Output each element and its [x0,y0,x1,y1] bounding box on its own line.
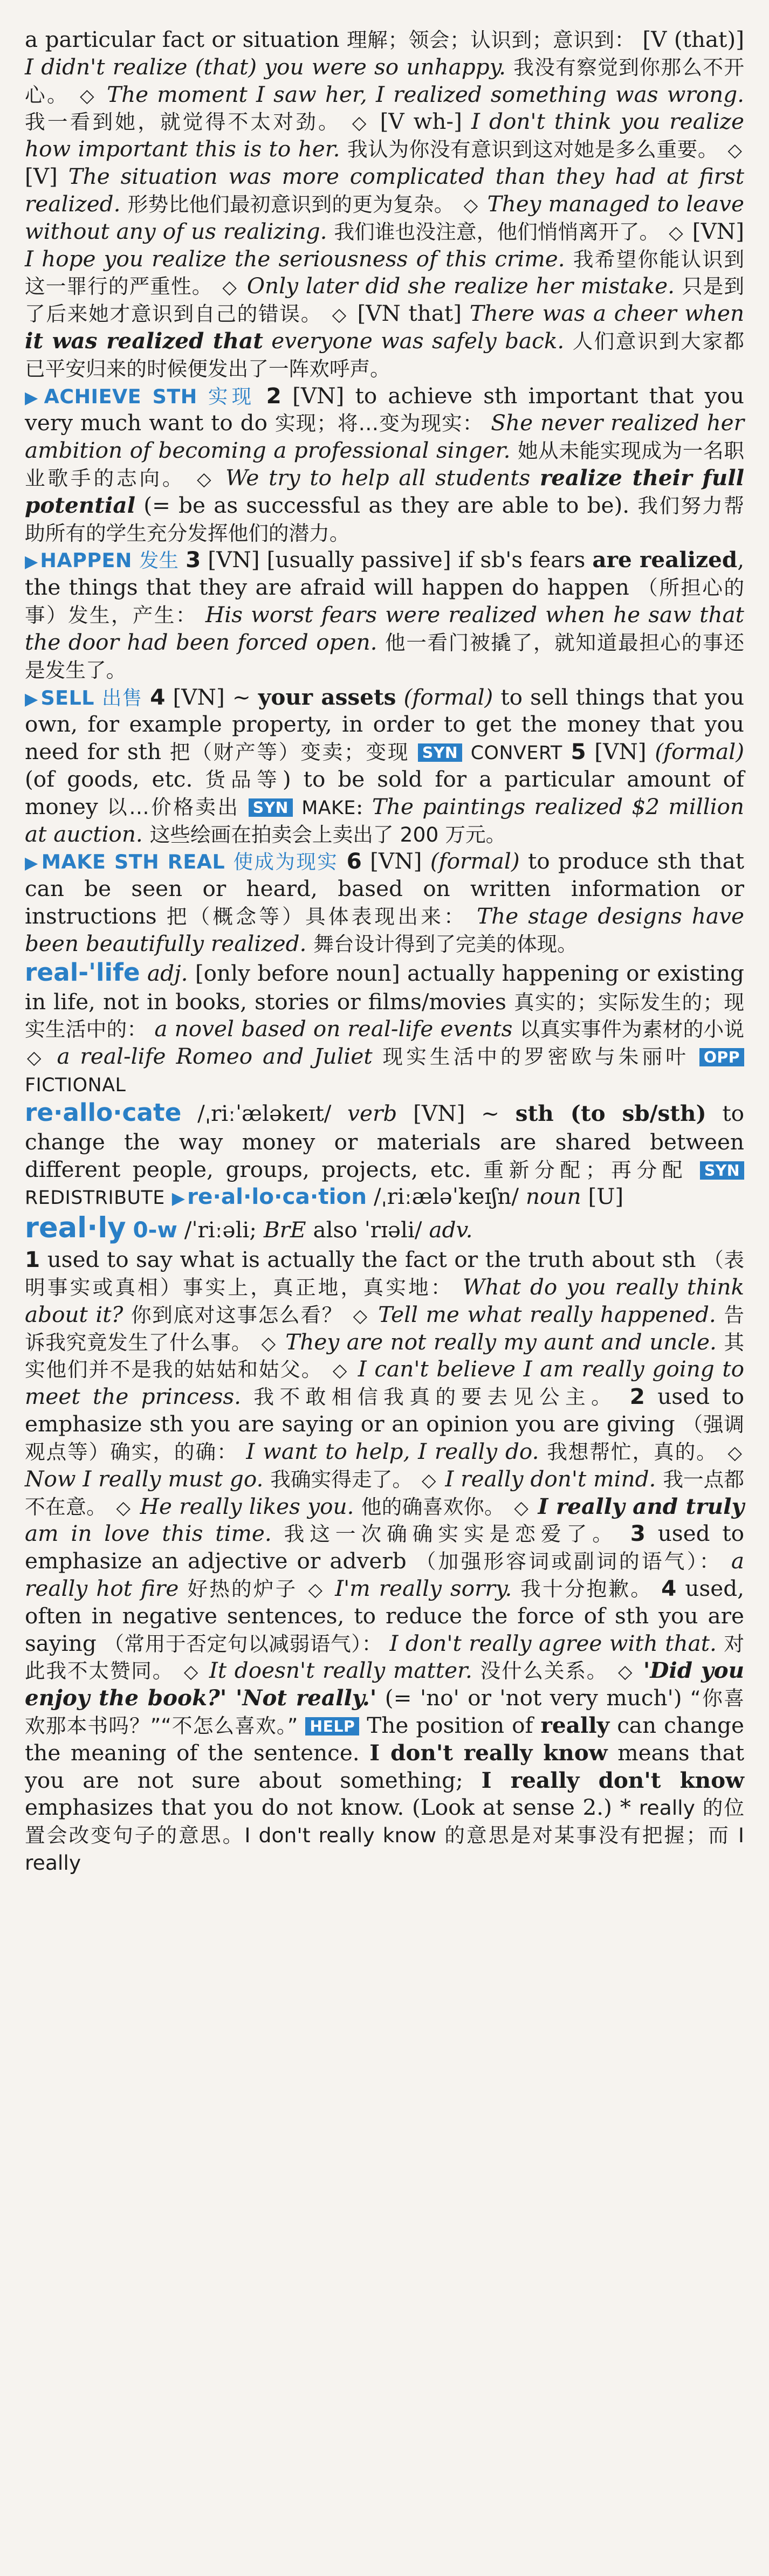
definition-text: used, often in negative sentences, to reduce the force of sth you are saying [25,1575,745,1656]
example-bold: realize their full potential [25,465,744,518]
example: I want to help, I really do. [246,1438,539,1464]
diamond-icon: ◇ [27,1047,45,1069]
example: I really don't mind. [445,1465,656,1492]
sense-number: 3 [630,1520,646,1547]
example-bold: I really and truly [538,1493,745,1519]
part-of-speech: noun [525,1183,581,1210]
grammar-code: [VN] [292,382,345,409]
definition-text: to achieve sth important that you very much want to do [25,382,744,436]
sense-number: 2 [629,1383,645,1410]
example-cn: 我们努力帮助所有的学生充分发挥他们的潜力。 [25,493,744,545]
definition-text: if sb's fears [458,547,586,573]
definition-text: , the things that they are afraid will happen do happen [25,547,745,601]
grammar-code: [VN] [370,848,422,874]
pattern-bold: your assets [258,684,396,710]
grammar-code: [VN] [208,547,260,573]
grammar-code: [V (that)] [642,26,745,52]
grammar-code: [VN] [413,1100,465,1126]
star-marker: * [620,1794,631,1821]
headword: real·ly [25,1211,126,1245]
register-label: (formal) [430,848,520,874]
example-cn: 其实他们并不是我的姑姑和姑父。 [25,1330,745,1382]
shortcut-cn: 出售 [102,686,143,710]
help-text: means that you are not sure about something; [25,1739,744,1793]
help-text: emphasizes that you do not know. (Look at sense 2.) [25,1794,612,1821]
help-badge: HELP [305,1717,359,1735]
grammar-code: [U] [588,1183,624,1210]
example: The moment I saw her, I realized something was wrong. [107,81,745,107]
definition-cn-paren: （表明事实或真相） [25,1248,745,1300]
example-cn: 好热的炉子 [187,1576,298,1601]
example-cn: 形势比他们最初意识到的更为复杂。 [127,192,455,216]
diamond-icon: ◇ [463,194,478,216]
help-bold: really [540,1712,610,1739]
example-cn: 我一点都不在意。 [25,1467,745,1519]
definition-cn: 事实上，真正地，真实地： [182,1276,454,1300]
example: It doesn't really matter. [209,1657,472,1684]
paren-note-cn: 货品等 [205,767,283,791]
pronunciation: /ˌriːæləˈkeɪʃn/ [374,1183,519,1210]
grammar-code: [VN] [173,684,225,710]
shortcut-cn: 使成为现实 [233,850,339,874]
example-cn: 我想帮忙，真的。 [547,1439,718,1464]
example-cn: 告诉我究竟发生了什么事。 [25,1303,745,1354]
example-cn: 我确实得走了。 [270,1467,413,1491]
example: I can't believe I am really going to meet the princess. [25,1356,745,1410]
definition-cn: 把（财产等）变卖；变现 [169,740,410,764]
diamond-icon: ◇ [727,1442,742,1464]
example-cn: 我们谁也没注意，他们悄悄离开了。 [334,219,660,244]
diamond-icon: ◇ [727,140,742,162]
diamond-icon: ◇ [183,1661,200,1683]
paren-note: (of goods, etc. [25,766,193,792]
sense-achieve [25,382,744,547]
diamond-icon: ◇ [332,1360,348,1382]
example: We try to help all students [225,465,531,491]
part-of-speech: verb [347,1100,397,1126]
pronunciation: /ˌriːˈæləkeɪt/ [197,1100,332,1126]
key-word-icon: 0-w [133,1217,177,1243]
example-cn: 她从未能实现成为一名职业歌手的志向。 [25,439,744,490]
diamond-icon: ◇ [353,1305,368,1327]
definition-cn: 实现；将…变为现实： [274,411,484,436]
example-cn: 没什么关系。 [480,1659,608,1683]
sense-number: 2 [266,382,281,409]
example-cn: 这些绘画在拍卖会上卖出了 200 万元。 [149,822,506,846]
definition-cn: 确实，的确： [110,1439,238,1464]
synonym-word: REDISTRIBUTE [25,1187,165,1209]
example: I'm really sorry. [335,1575,512,1601]
diamond-icon: ◇ [617,1661,634,1683]
help-text: The position of [367,1712,533,1739]
usage-note: [usually passive] [266,547,451,573]
opp-badge: OPP [699,1048,744,1066]
definition-text: to be sold for a particular amount of money [25,766,745,819]
example-bold: 'Did you enjoy the book?' 'Not really.' [25,1657,745,1711]
diamond-icon: ◇ [308,1579,325,1601]
example: There was a cheer when [469,300,745,327]
diamond-icon: ◇ [261,1332,276,1354]
sense-number: 6 [346,848,362,874]
tilde-mark: ~ [481,1100,500,1126]
sense-happen [25,546,744,683]
example: a really hot fire [25,1548,745,1601]
derivative-word: re·al·lo·ca·tion [187,1183,367,1210]
also-label: also [313,1217,358,1243]
example-cn: 他一看门被撬了，就知道最担心的事还是发生了。 [25,630,745,682]
sense-number: 4 [150,684,166,710]
definition-cn-paren: （强调观点等） [25,1413,744,1464]
sense-arrow-icon: ▶ [25,552,38,572]
diamond-icon: ◇ [197,469,214,490]
example: The paintings realized $2 million at auction. [25,793,745,847]
example: The stage designs have been beautifully realized. [25,903,745,956]
example: Now I really must go. [25,1465,264,1492]
definition-cn: 理解；领会；认识到；意识到： [346,28,635,52]
diamond-icon: ◇ [222,277,237,299]
definition-cn: 发生，产生： [67,603,197,628]
definition-text: to sell things that you own, for example property, in order to get the money that you need for sth [25,684,745,765]
diamond-icon: ◇ [352,112,369,134]
example-cn: 他的确喜欢你。 [361,1494,505,1519]
definition-cn-paren: （所担心的事） [25,576,744,628]
gloss: (= be as successful as they are able to be). [143,492,630,518]
definition-cn-paren: （加强形容词或副词的语气）： [415,1549,722,1574]
definition-cn: 以…价格卖出 [107,795,240,819]
example-cn: 我这一次确确实实是恋爱了。 [284,1522,618,1546]
grammar-code: [VN] [594,739,647,765]
sense-number: 4 [661,1575,677,1601]
shortcut-cn: 发生 [139,549,179,573]
example: am in love this time. [25,1520,272,1547]
help-bold: I really don't know [481,1767,745,1793]
entry-realize-continued [25,26,744,382]
sense-sell: ▶ SELL 出售 4 [VN] ~ your assets (formal) to sell things that you own, for example property, in order to get the money that you need for sth 把（财产等）变卖；变现 SYN CONVERT 5 [VN] (formal) (of goods, etc. 货品等) to be sold for a particular amount of money 以…价格卖出 SYN MAKE: The paintings realized $2 million at auction. 这些绘画在拍卖会上卖出了 200 万元。 [25,684,745,847]
example-cn: 你到底对这事怎么看？ [131,1303,344,1327]
sense-number: 3 [186,547,201,573]
entry-reallocate [25,1098,744,1210]
pronunciation: ˈrɪəli/ [364,1217,422,1243]
headword: real-'life [25,958,140,987]
sense-arrow-icon: ▶ [25,388,42,408]
example: I hope you realize the seriousness of this crime. [25,245,565,272]
tilde-mark: ~ [232,684,251,710]
definition-text: to change the way money or materials are shared between different people, groups, projects, etc. [25,1100,745,1182]
example: She never realized her ambition of becoming a professional singer. [25,410,744,464]
example: What do you really think about it? [25,1274,744,1327]
example-cn: “你喜欢那本书吗？”“不怎么喜欢。” [25,1686,745,1738]
example-cn: 舞台设计得到了完美的体现。 [313,932,578,956]
example-cn: 人们意识到大家都已平安归来的时候便发出了一阵欢呼声。 [25,329,744,381]
shortcut-label: HAPPEN [40,549,132,573]
example-cn: 我没有察觉到你那么不开心。 [25,55,744,107]
part-of-speech: adj. [147,960,188,986]
opposite-word: FICTIONAL [25,1074,126,1096]
usage-note: [only before noun] [195,960,400,986]
sense-number: 5 [571,739,586,765]
entry-really [25,1210,744,1876]
example: Tell me what really happened. [378,1301,716,1327]
syn-badge: SYN [418,743,462,762]
gloss: (= 'no' or 'not very much') [384,1685,682,1711]
grammar-code: [VN] [692,218,745,244]
example-cn: 我一看到她，就觉得不太对劲。 [25,110,341,134]
diamond-icon: ◇ [421,1469,436,1491]
definition-text: a particular fact or situation [25,26,340,52]
example: I don't think you realize how important this is to her. [25,108,744,162]
example: The situation was more complicated than they had at first realized. [25,163,744,217]
part-of-speech: adv. [429,1217,473,1243]
shortcut-label: SELL [40,686,95,710]
example: Only later did she realize her mistake. [246,273,675,299]
region-label: BrE [263,1217,306,1243]
definition-cn: 重新分配；再分配 [483,1158,688,1182]
headword: re·allo·cate [25,1098,182,1127]
sense-make-real [25,848,744,957]
entry-real-life [25,958,744,1098]
example: a real-life Romeo and Juliet [57,1043,373,1070]
help-bold: I don't really know [369,1739,608,1766]
definition-cn: 把（概念等）具体表现出来： [166,905,468,928]
definition-text: used to say what is actually the fact or the truth about sth [47,1246,696,1273]
example-cn: 我认为你没有意识到这对她是多么重要。 [347,137,719,162]
help-text: can change the meaning of the sentence. [25,1712,744,1766]
grammar-code: [V wh-] [380,108,462,135]
example-cn: 我十分抱歉。 [520,1576,653,1601]
definition-cn-paren: （常用于否定句以减弱语气）： [104,1631,382,1656]
definition-bold: are realized [592,547,738,573]
example: I didn't realize (that) you were so unhappy. [25,53,506,80]
example: He really likes you. [140,1493,354,1519]
shortcut-label: ACHIEVE STH [44,384,197,408]
pronunciation: /ˈriːəli; [184,1217,257,1243]
definition-text: used to emphasize an adjective or adverb [25,1520,745,1574]
sense-arrow-icon: ▶ [25,853,39,873]
example: They are not really my aunt and uncle. [285,1328,717,1355]
example-cn: 以真实事件为素材的小说 [519,1017,744,1042]
diamond-icon: ◇ [116,1497,131,1519]
shortcut-label: MAKE STH REAL [41,850,225,874]
example-bold: it was realized that [25,327,263,354]
diamond-icon: ◇ [669,222,683,244]
shortcut-cn: 实现 [208,384,256,408]
synonym-word: MAKE [301,797,356,819]
grammar-code: [VN that] [357,300,462,327]
example-cn: 我希望你能认识到这一罪行的严重性。 [25,247,744,299]
syn-badge: SYN [700,1161,744,1180]
derivative-arrow-icon: ▶ [171,1189,185,1209]
definition-cn: 真实的；实际发生的；现实生活中的： [25,990,744,1042]
paren-close: ) [282,766,291,792]
register-label: (formal) [655,739,745,765]
grammar-code: [V] [25,163,58,190]
definition-text: actually happening or existing in life, not in books, stories or films/movies [25,960,744,1015]
definition-text: to produce sth that can be seen or heard, based on written information or instructions [25,848,745,929]
example: a novel based on real-life events [154,1016,513,1042]
help-text-cn: really 的位置会改变句子的意思。I don't really know 的意思是对某事没有把握；而 I really [25,1796,745,1875]
example-cn: 对此我不太赞同。 [25,1631,745,1683]
definition-text: used to emphasize sth you are saying or an opinion you are giving [25,1383,745,1437]
synonym-word: CONVERT [470,742,562,764]
diamond-icon: ◇ [332,304,347,326]
example: His worst fears were realized when he saw that the door had been forced open. [25,602,744,655]
register-label: (formal) [403,684,493,710]
example: everyone was safely back. [271,327,565,354]
diamond-icon: ◇ [80,85,96,107]
example-cn: 我不敢相信我真的要去见公主。 [253,1385,617,1409]
pattern-bold: sth (to sb/sth) [515,1100,706,1126]
example: They managed to leave without any of us realizing. [25,190,745,244]
example-cn: 只是到了后来她才意识到自己的错误。 [25,274,744,326]
diamond-icon: ◇ [514,1497,529,1519]
sense-arrow-icon: ▶ [25,689,39,709]
syn-badge: SYN [249,798,293,817]
example-cn: 现实生活中的罗密欧与朱丽叶 [382,1045,689,1069]
example: I don't really agree with that. [389,1630,717,1656]
sense-number: 1 [25,1246,40,1273]
